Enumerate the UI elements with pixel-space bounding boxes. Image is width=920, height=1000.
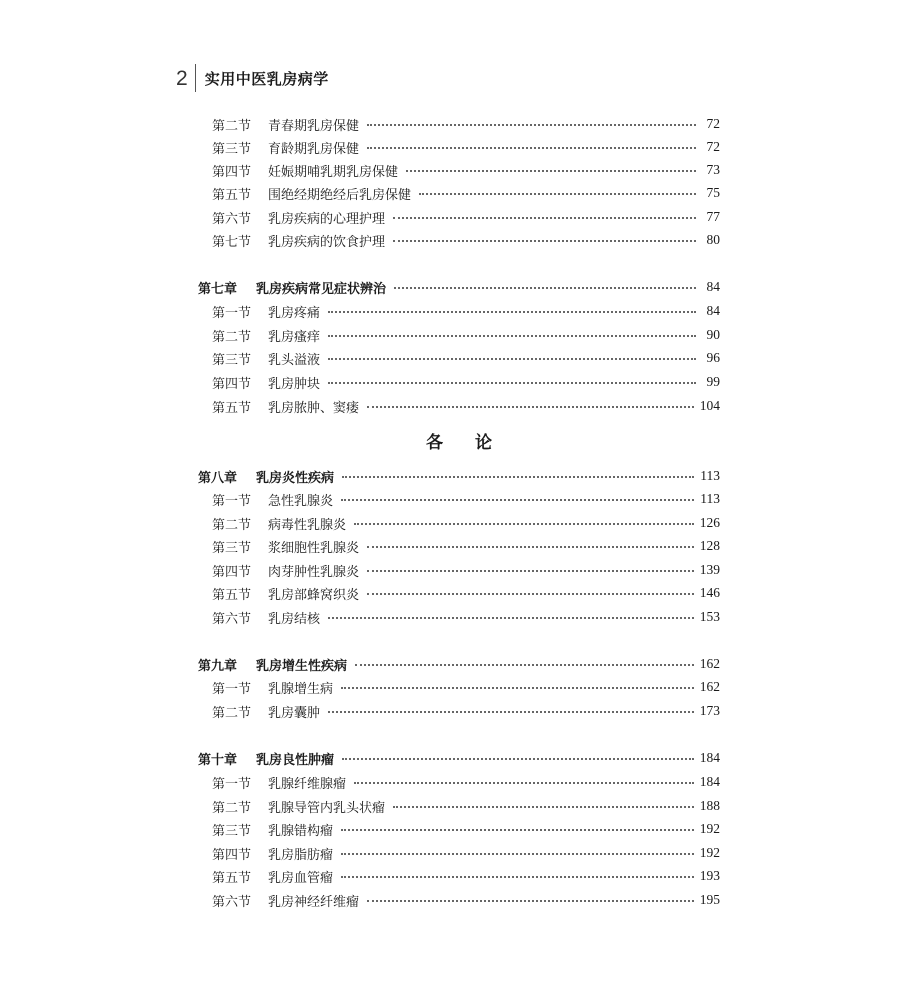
page-ref: 77 bbox=[706, 209, 720, 224]
section-number: 第五节 bbox=[212, 400, 252, 416]
chapter-number: 第七章 bbox=[198, 281, 238, 297]
dot-leader bbox=[328, 711, 694, 713]
dot-leader bbox=[328, 311, 696, 313]
page-ref: 72 bbox=[706, 116, 720, 131]
section-number: 第四节 bbox=[212, 376, 252, 392]
page-ref: 75 bbox=[706, 185, 720, 200]
page-ref: 192 bbox=[699, 821, 720, 836]
dot-leader bbox=[341, 829, 694, 831]
page-ref: 73 bbox=[706, 162, 720, 177]
toc-section-entry[interactable] bbox=[198, 772, 720, 792]
toc-section-entry[interactable] bbox=[198, 583, 720, 603]
chapter-title: 乳房增生性疾病 bbox=[256, 658, 348, 674]
toc-section-entry[interactable] bbox=[198, 207, 720, 227]
toc-section-entry[interactable] bbox=[198, 607, 720, 627]
section-number: 第四节 bbox=[212, 847, 252, 863]
chapter-title: 乳房疾病常见症状辨治 bbox=[256, 281, 387, 297]
dot-leader bbox=[393, 240, 696, 242]
page-ref: 193 bbox=[699, 868, 720, 883]
section-number: 第一节 bbox=[212, 681, 252, 697]
section-number: 第三节 bbox=[212, 352, 252, 368]
toc-section-entry[interactable] bbox=[198, 890, 720, 910]
section-number: 第二节 bbox=[212, 329, 252, 345]
section-title: 乳房囊肿 bbox=[268, 705, 321, 721]
section-number: 第六节 bbox=[212, 611, 252, 627]
toc-section-entry[interactable] bbox=[198, 843, 720, 863]
section-title: 乳房瘙痒 bbox=[268, 329, 321, 345]
toc-section-entry[interactable] bbox=[198, 325, 720, 345]
dot-leader bbox=[341, 876, 694, 878]
section-title: 乳房脂肪瘤 bbox=[268, 847, 334, 863]
section-number: 第三节 bbox=[212, 141, 252, 157]
chapter-title: 乳房炎性疾病 bbox=[256, 470, 335, 486]
dot-leader bbox=[342, 476, 694, 478]
section-number: 第二节 bbox=[212, 118, 252, 134]
section-number: 第四节 bbox=[212, 564, 252, 580]
page-ref: 184 bbox=[699, 774, 720, 789]
section-number: 第一节 bbox=[212, 493, 252, 509]
section-title: 急性乳腺炎 bbox=[268, 493, 334, 509]
dot-leader bbox=[341, 499, 694, 501]
toc-section-entry[interactable] bbox=[198, 796, 720, 816]
page-ref: 113 bbox=[700, 468, 720, 483]
section-title: 乳房肿块 bbox=[268, 376, 321, 392]
section-title: 妊娠期哺乳期乳房保健 bbox=[268, 164, 399, 180]
page-ref: 84 bbox=[706, 303, 720, 318]
dot-leader bbox=[341, 687, 694, 689]
page-ref: 99 bbox=[706, 374, 720, 389]
toc-section-entry[interactable] bbox=[198, 160, 720, 180]
page-ref: 162 bbox=[699, 679, 720, 694]
chapter-title: 乳房良性肿瘤 bbox=[256, 752, 335, 768]
section-title: 乳房脓肿、窦瘘 bbox=[268, 400, 360, 416]
section-title: 浆细胞性乳腺炎 bbox=[268, 540, 360, 556]
dot-leader bbox=[367, 570, 694, 572]
page-ref: 153 bbox=[699, 609, 720, 624]
section-number: 第一节 bbox=[212, 776, 252, 792]
dot-leader bbox=[367, 124, 696, 126]
toc-section-entry[interactable] bbox=[198, 183, 720, 203]
dot-leader bbox=[406, 170, 696, 172]
dot-leader bbox=[393, 806, 694, 808]
section-number: 第六节 bbox=[212, 211, 252, 227]
toc-section-entry[interactable] bbox=[198, 301, 720, 321]
header-divider bbox=[195, 64, 196, 92]
page-ref: 128 bbox=[699, 538, 720, 553]
page-ref: 80 bbox=[706, 232, 720, 247]
toc-section-entry[interactable] bbox=[198, 701, 720, 721]
toc-chapter-entry[interactable] bbox=[198, 654, 720, 674]
dot-leader bbox=[328, 335, 696, 337]
page-ref: 72 bbox=[706, 139, 720, 154]
dot-leader bbox=[342, 758, 694, 760]
dot-leader bbox=[394, 287, 696, 289]
toc-section-entry[interactable] bbox=[198, 372, 720, 392]
toc-section-entry[interactable] bbox=[198, 396, 720, 416]
page-ref: 192 bbox=[699, 845, 720, 860]
section-title: 乳房疾病的心理护理 bbox=[268, 211, 386, 227]
dot-leader bbox=[328, 382, 696, 384]
section-number: 第二节 bbox=[212, 800, 252, 816]
page-ref: 139 bbox=[699, 562, 720, 577]
page-ref: 104 bbox=[699, 398, 720, 413]
section-number: 第五节 bbox=[212, 870, 252, 886]
dot-leader bbox=[367, 900, 694, 902]
toc-section-entry[interactable] bbox=[198, 866, 720, 886]
toc-chapter-entry[interactable] bbox=[198, 277, 720, 297]
toc-section-entry[interactable] bbox=[198, 560, 720, 580]
section-number: 第二节 bbox=[212, 705, 252, 721]
section-number: 第四节 bbox=[212, 164, 252, 180]
page-ref: 184 bbox=[699, 750, 720, 765]
toc-section-entry[interactable] bbox=[198, 114, 720, 134]
section-number: 第七节 bbox=[212, 234, 252, 250]
book-title: 实用中医乳房病学 bbox=[204, 69, 329, 88]
chapter-number: 第十章 bbox=[198, 752, 238, 768]
dot-leader bbox=[367, 406, 694, 408]
section-title: 病毒性乳腺炎 bbox=[268, 517, 347, 533]
section-number: 第五节 bbox=[212, 187, 252, 203]
section-number: 第六节 bbox=[212, 894, 252, 910]
page-number: 2 bbox=[176, 66, 188, 90]
section-title: 乳腺纤维腺瘤 bbox=[268, 776, 347, 792]
page-ref: 162 bbox=[699, 656, 720, 671]
toc-section-entry[interactable] bbox=[198, 230, 720, 250]
section-title: 育龄期乳房保健 bbox=[268, 141, 360, 157]
page-ref: 113 bbox=[700, 491, 720, 506]
section-number: 第三节 bbox=[212, 540, 252, 556]
dot-leader bbox=[354, 782, 694, 784]
section-title: 乳房疾病的饮食护理 bbox=[268, 234, 386, 250]
dot-leader bbox=[393, 217, 696, 219]
dot-leader bbox=[367, 593, 694, 595]
toc-section-entry[interactable] bbox=[198, 348, 720, 368]
section-title: 青春期乳房保健 bbox=[268, 118, 360, 134]
section-title: 乳腺增生病 bbox=[268, 681, 334, 697]
page-ref: 188 bbox=[699, 798, 720, 813]
dot-leader bbox=[419, 193, 696, 195]
section-number: 第三节 bbox=[212, 823, 252, 839]
dot-leader bbox=[354, 523, 694, 525]
toc-section-entry[interactable] bbox=[198, 513, 720, 533]
toc-section-entry[interactable] bbox=[198, 677, 720, 697]
part-heading-char: 各 bbox=[426, 433, 443, 453]
section-title: 乳腺错构瘤 bbox=[268, 823, 334, 839]
dot-leader bbox=[328, 617, 694, 619]
page-ref: 146 bbox=[699, 585, 720, 600]
part-heading bbox=[198, 428, 720, 452]
dot-leader bbox=[341, 853, 694, 855]
page-ref: 173 bbox=[699, 703, 720, 718]
toc-chapter-entry[interactable] bbox=[198, 466, 720, 486]
section-title: 围绝经期绝经后乳房保健 bbox=[268, 187, 412, 203]
section-title: 乳腺导管内乳头状瘤 bbox=[268, 800, 386, 816]
page-ref: 126 bbox=[699, 515, 720, 530]
toc-section-entry[interactable] bbox=[198, 137, 720, 157]
page-ref: 90 bbox=[706, 327, 720, 342]
section-number: 第五节 bbox=[212, 587, 252, 603]
toc-chapter-entry[interactable] bbox=[198, 748, 720, 768]
page-ref: 84 bbox=[706, 279, 720, 294]
chapter-number: 第九章 bbox=[198, 658, 238, 674]
dot-leader bbox=[355, 664, 694, 666]
dot-leader bbox=[328, 358, 696, 360]
section-title: 肉芽肿性乳腺炎 bbox=[268, 564, 360, 580]
section-number: 第二节 bbox=[212, 517, 252, 533]
section-title: 乳房血管瘤 bbox=[268, 870, 334, 886]
dot-leader bbox=[367, 147, 696, 149]
section-number: 第一节 bbox=[212, 305, 252, 321]
section-title: 乳头溢液 bbox=[268, 352, 321, 368]
section-title: 乳房疼痛 bbox=[268, 305, 321, 321]
dot-leader bbox=[367, 546, 694, 548]
part-heading-char: 论 bbox=[475, 433, 492, 453]
section-title: 乳房部蜂窝织炎 bbox=[268, 587, 360, 603]
chapter-number: 第八章 bbox=[198, 470, 238, 486]
section-title: 乳房神经纤维瘤 bbox=[268, 894, 360, 910]
table-of-contents bbox=[198, 0, 720, 1000]
page-ref: 195 bbox=[699, 892, 720, 907]
page-ref: 96 bbox=[706, 350, 720, 365]
toc-section-entry[interactable] bbox=[198, 819, 720, 839]
toc-section-entry[interactable] bbox=[198, 536, 720, 556]
section-title: 乳房结核 bbox=[268, 611, 321, 627]
toc-section-entry[interactable] bbox=[198, 489, 720, 509]
